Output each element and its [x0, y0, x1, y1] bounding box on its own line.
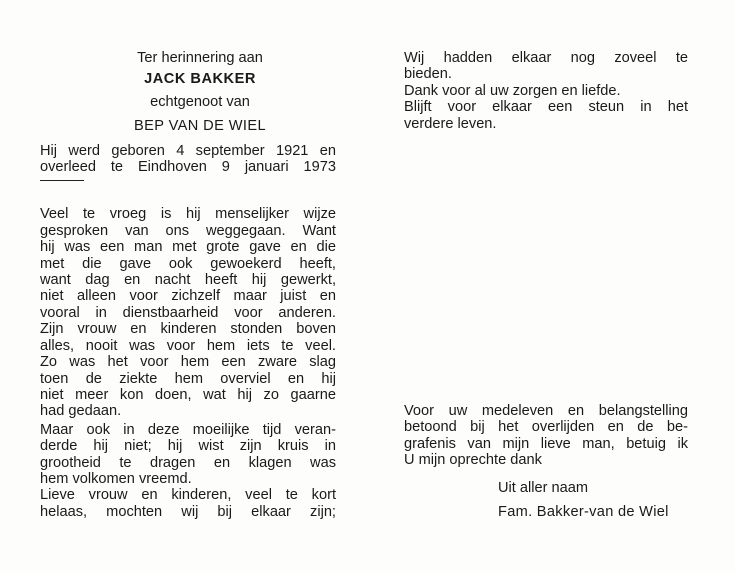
divider-rule [40, 180, 84, 181]
text-line: Veel te vroeg is hij menselijker wijze [40, 206, 336, 223]
text-line: alles, nooit was voor hem iets te veel. [40, 337, 336, 354]
text-line: met die gave ook gewoekerd heeft, [40, 255, 336, 272]
relation-text: echtgenoot van [150, 93, 250, 110]
birth-death-block [40, 143, 336, 176]
text-line: derde hij niet; hij wist zijn kruis in [40, 438, 336, 455]
text-line: had gedaan. [40, 403, 122, 420]
text-line: Lieve vrouw en kinderen, veel te kort [40, 487, 336, 504]
text-line: Maar ook in deze moeilijke tijd veran- [40, 421, 336, 438]
text-line: bieden. [404, 66, 452, 83]
text-line: grootheid te dragen en klagen was [40, 454, 336, 471]
text-line: Wij hadden elkaar nog zoveel te [404, 50, 688, 66]
tribute-text [40, 206, 336, 520]
text-line: niet meer kon doen, wat hij zo gaarne [40, 386, 336, 403]
text-line: niet alleen voor zichzelf maar juist en [40, 288, 336, 305]
spouse-name: BEP VAN DE WIEL [134, 118, 266, 135]
text-line: betoond bij het overlijden en de be- [404, 419, 688, 436]
left-column [40, 50, 336, 520]
deceased-name: JACK BAKKER [144, 71, 256, 88]
right-column [404, 50, 688, 520]
text-line: Blijft voor elkaar een steun in het [404, 99, 688, 116]
family-signature: Fam. Bakker-van de Wiel [498, 504, 669, 520]
death-line: overleed te Eindhoven 9 januari 1973 [40, 159, 336, 176]
thanks-text [404, 403, 688, 469]
text-line: vooral in dienstbaarheid voor anderen. [40, 304, 336, 321]
text-line: verdere leven. [404, 115, 497, 132]
intro-text: Ter herinnering aan [137, 50, 263, 66]
text-line: grafenis van mijn lieve man, betuig ik [404, 435, 688, 452]
text-line: toen de ziekte hem overviel en hij [40, 370, 336, 387]
text-line: gesproken van ons weggegaan. Want [40, 222, 336, 239]
text-line: helaas, mochten wij bij elkaar zijn; [40, 503, 336, 520]
text-line: hem volkomen vreemd. [40, 470, 192, 487]
text-line: Dank voor al uw zorgen en liefde. [404, 82, 621, 99]
text-line: Zo was het voor hem een zware slag [40, 354, 336, 371]
text-line: U mijn oprechte dank [404, 452, 542, 469]
birth-line: Hij werd geboren 4 september 1921 en [40, 142, 336, 159]
text-line: Zijn vrouw en kinderen stonden boven [40, 321, 336, 338]
text-line: hij was een man met grote gave en die [40, 239, 336, 256]
farewell-text [404, 50, 688, 132]
closing-text: Uit aller naam [498, 480, 589, 496]
text-line: Voor uw medeleven en belangstelling [404, 403, 688, 419]
text-line: want dag en nacht heeft hij gewerkt, [40, 272, 336, 289]
